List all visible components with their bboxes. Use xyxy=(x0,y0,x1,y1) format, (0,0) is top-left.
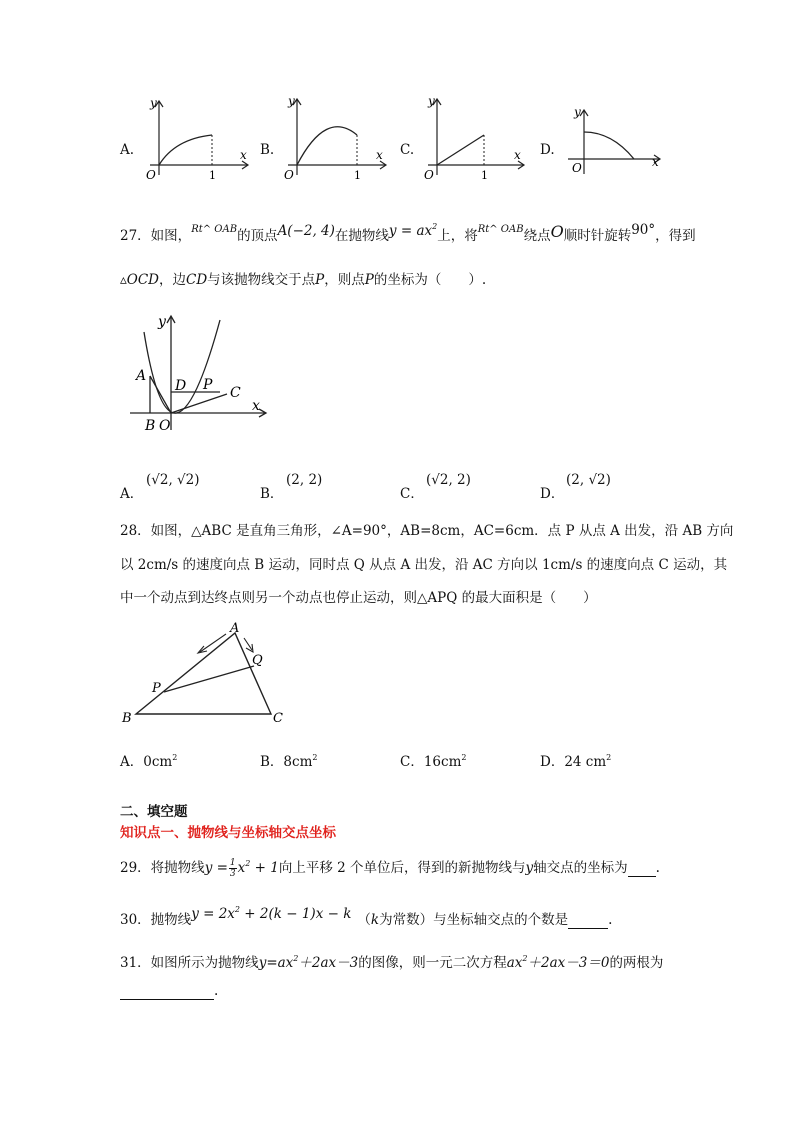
q27-point-p: P xyxy=(315,272,325,288)
q30-text: ）与坐标轴交点的个数是 xyxy=(419,912,569,928)
axis-x-label: x xyxy=(376,148,383,162)
q27-point-o: O xyxy=(550,222,564,241)
fig-label-d: D xyxy=(175,378,187,394)
q28-line3: 中一个动点到达终点则另一个动点也停止运动，则△APQ 的最大面积是（ ） xyxy=(120,590,597,606)
q27-option-d-value: (2, √2) xyxy=(566,472,611,488)
q30-formula: $y = 2x^2 + 2(k - 1)x - k$ xyxy=(191,905,352,922)
q29-formula: y = $\frac{1}{3}$ $x^2 + 1$ xyxy=(204,858,279,879)
q27-text: 的坐标为（ ）. xyxy=(373,272,487,288)
fig-label-a: A xyxy=(230,621,240,636)
graph-option-d xyxy=(564,104,664,178)
axis-x-label: x xyxy=(652,155,659,169)
q27-text: 上，将 xyxy=(437,228,478,244)
origin-label: O xyxy=(424,168,434,182)
axis-y-label: y xyxy=(150,96,157,110)
q27-option-c-label[interactable]: C． xyxy=(400,486,424,502)
q31-end: . xyxy=(214,983,219,999)
graph-option-b xyxy=(278,95,390,185)
q31-number: 31．如图所示为抛物线 xyxy=(120,955,259,971)
q27-parabola: $y = ax^2$ xyxy=(388,222,438,239)
axis-y-label: y xyxy=(428,95,435,108)
q27-triangle: ▵OCD xyxy=(120,272,159,288)
q29-number: 29．将抛物线 xyxy=(120,860,205,876)
q27-line1 xyxy=(120,222,696,244)
fig-label-o: O xyxy=(159,418,171,434)
question-30: 30．抛物线$y = 2x^2 + 2(k - 1)x - k$ （k为常数）与坐标轴交点的个数是 . xyxy=(120,905,613,928)
fig-label-p: P xyxy=(203,377,213,393)
q29-y: y xyxy=(525,860,534,876)
q29-end: . xyxy=(655,860,660,876)
option-c-label: C. xyxy=(400,142,415,158)
q30-text: 为常数 xyxy=(379,912,420,928)
fig-label-b: B xyxy=(122,711,132,726)
q29-text: 向上平移 2 个单位后，得到的新抛物线与 xyxy=(278,860,526,876)
q27-text: 顺时针旋转 xyxy=(563,228,632,244)
tick-label: 1 xyxy=(481,169,488,182)
q27-option-c-value: (√2, 2) xyxy=(426,472,471,488)
axis-x-label: x xyxy=(240,148,247,162)
q27-point-p: P xyxy=(364,272,374,288)
axis-x-label: x xyxy=(514,148,521,162)
tick-label: 1 xyxy=(354,169,361,182)
q30-k: k xyxy=(370,912,380,928)
fig-label-y: y xyxy=(158,314,166,330)
q29-answer-blank[interactable] xyxy=(628,860,656,877)
q27-line2 xyxy=(120,268,486,288)
axis-y-label: y xyxy=(574,105,581,119)
q27-text: 的顶点 xyxy=(237,228,278,244)
q28-line1: 28．如图，△ABC 是直角三角形，∠A=90°，AB=8cm，AC=6cm．点 P 从点 A 出发，沿 AB 方向 xyxy=(120,523,734,539)
section-subtitle: 知识点一、抛物线与坐标轴交点坐标 xyxy=(120,825,336,841)
q27-figure xyxy=(128,310,273,438)
q28-option-c[interactable]: C．$16cm^2$ xyxy=(400,753,467,770)
origin-label: O xyxy=(146,168,156,182)
fig-label-a: A xyxy=(136,368,147,384)
q27-option-b-label[interactable]: B． xyxy=(260,486,284,502)
option-a-label: A. xyxy=(120,142,135,158)
graph-option-a xyxy=(140,95,252,185)
q27-side: CD xyxy=(186,272,208,288)
q31-answer-blank[interactable] xyxy=(120,983,214,1000)
q28-option-d[interactable]: D．24 $cm^2$ xyxy=(540,753,612,770)
q27-text: 与该抛物线交于点 xyxy=(207,272,316,288)
q28-line2: 以 2cm/s 的速度向点 B 运动，同时点 Q 从点 A 出发，沿 AC 方向以 1cm/s 的速度向点 C 运动，其 xyxy=(120,557,728,573)
fig-label-q: Q xyxy=(252,653,263,668)
q27-point-a: A(−2, 4) xyxy=(277,223,335,239)
q27-text: ，边 xyxy=(159,272,186,288)
q28-figure xyxy=(118,618,298,728)
q27-option-b-value: (2, 2) xyxy=(286,472,323,488)
q27-rt-oab: Rt^ OAB xyxy=(477,224,524,235)
fig-label-x: x xyxy=(252,398,260,414)
q28-option-b[interactable]: B．$8cm^2$ xyxy=(260,753,318,770)
q31-text: 的图像，则一元二次方程 xyxy=(358,955,507,971)
tick-label: 1 xyxy=(209,169,216,182)
q31-equation: $ax^2+2ax-3=0$ xyxy=(506,954,610,971)
question-31 xyxy=(120,951,663,971)
section-title: 二、填空题 xyxy=(120,804,188,820)
q27-option-a-value: (√2, √2) xyxy=(146,472,200,488)
q27-number: 27．如图， xyxy=(120,228,192,244)
q27-text: 绕点 xyxy=(523,228,551,244)
q31-answer-line xyxy=(120,983,218,1000)
q30-answer-blank[interactable] xyxy=(568,912,608,929)
q31-formula: $y=ax^2+2ax-3$ xyxy=(258,954,359,971)
fig-label-p: P xyxy=(152,681,161,696)
axis-y-label: y xyxy=(288,95,295,108)
fig-label-b: B xyxy=(145,418,156,434)
option-d-label: D. xyxy=(540,142,555,158)
origin-label: O xyxy=(572,161,582,175)
q27-angle: 90° xyxy=(631,222,656,238)
fig-label-c: C xyxy=(230,385,241,401)
q30-number: 30．抛物线 xyxy=(120,912,192,928)
q27-option-a-label[interactable]: A． xyxy=(120,486,144,502)
q27-option-d-label[interactable]: D． xyxy=(540,486,565,502)
q28-option-a[interactable]: A．$0cm^2$ xyxy=(120,753,178,770)
fig-label-c: C xyxy=(273,711,283,726)
q27-rt-oab: Rt^ OAB xyxy=(191,224,238,235)
q27-text: 在抛物线 xyxy=(334,228,389,244)
option-b-label: B. xyxy=(260,142,275,158)
graph-option-c xyxy=(418,95,530,185)
origin-label: O xyxy=(284,168,294,182)
q29-text: 轴交点的坐标为 xyxy=(533,860,628,876)
question-29 xyxy=(120,856,660,879)
q27-text: ，得到 xyxy=(655,228,696,244)
q27-text: ，则点 xyxy=(324,272,365,288)
q31-text: 的两根为 xyxy=(609,955,664,971)
q30-end: . xyxy=(608,912,613,928)
